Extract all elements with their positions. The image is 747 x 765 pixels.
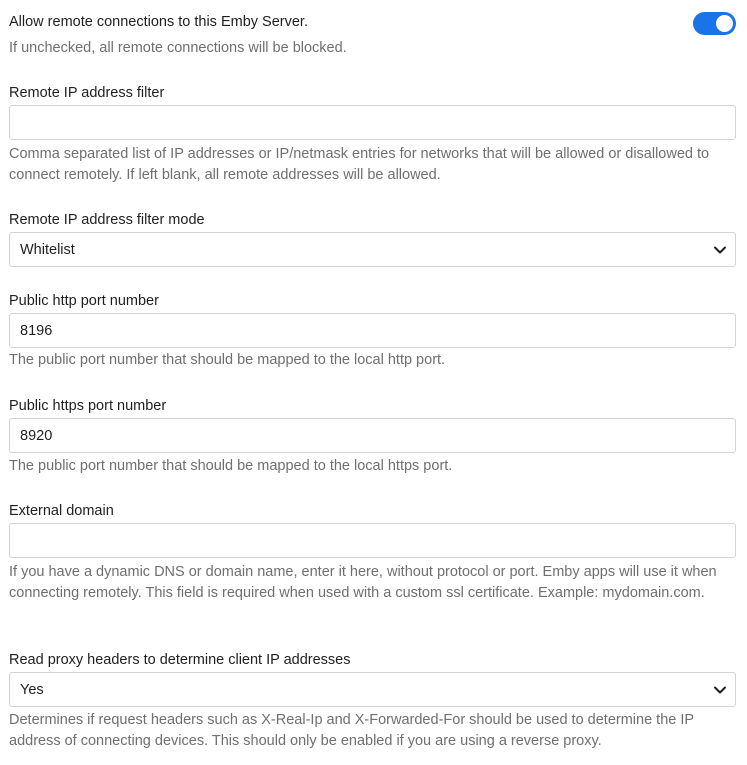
proxy-headers-help: Determines if request headers such as X-Real-Ip and X-Forwarded-For should be used to determine the IP address of connecting devices. This should only be enabled if you are using a reverse proxy. — [9, 712, 694, 749]
remote-access-help: If unchecked, all remote connections will be blocked. — [9, 40, 347, 56]
proxy-headers-select[interactable] — [9, 672, 736, 707]
remote-access-toggle-label: Allow remote connections to this Emby Server. — [9, 14, 308, 30]
ip-filter-input[interactable] — [9, 105, 736, 140]
https-port-help: The public port number that should be mapped to the local https port. — [9, 458, 453, 474]
toggle-knob — [716, 15, 733, 32]
ip-filter-label: Remote IP address filter — [9, 85, 165, 101]
http-port-help: The public port number that should be mapped to the local http port. — [9, 352, 446, 368]
proxy-headers-label: Read proxy headers to determine client IP addresses — [9, 652, 351, 668]
http-port-label: Public http port number — [9, 293, 159, 309]
http-port-input[interactable] — [9, 313, 736, 348]
remote-access-toggle-row — [9, 12, 737, 36]
external-domain-label: External domain — [9, 503, 114, 519]
remote-access-toggle[interactable] — [693, 12, 736, 35]
ip-filter-mode-label: Remote IP address filter mode — [9, 212, 205, 228]
ip-filter-help: Comma separated list of IP addresses or IP/netmask entries for networks that will be allowed or disallowed to connect remotely. If left blank, all remote addresses will be allowed. — [9, 146, 710, 183]
ip-filter-mode-value: Whitelist — [20, 242, 75, 258]
ip-filter-mode-select[interactable] — [9, 232, 736, 267]
https-port-label: Public https port number — [9, 398, 167, 414]
https-port-input[interactable] — [9, 418, 736, 453]
chevron-down-icon — [713, 683, 727, 697]
external-domain-help: If you have a dynamic DNS or domain name, enter it here, without protocol or port. Emby apps will use it when connecting remotely. This field is required when used with a custom ssl certificate. Example: mydomain.com. — [9, 564, 717, 601]
proxy-headers-value: Yes — [20, 682, 44, 698]
chevron-down-icon — [713, 243, 727, 257]
external-domain-input[interactable] — [9, 523, 736, 558]
